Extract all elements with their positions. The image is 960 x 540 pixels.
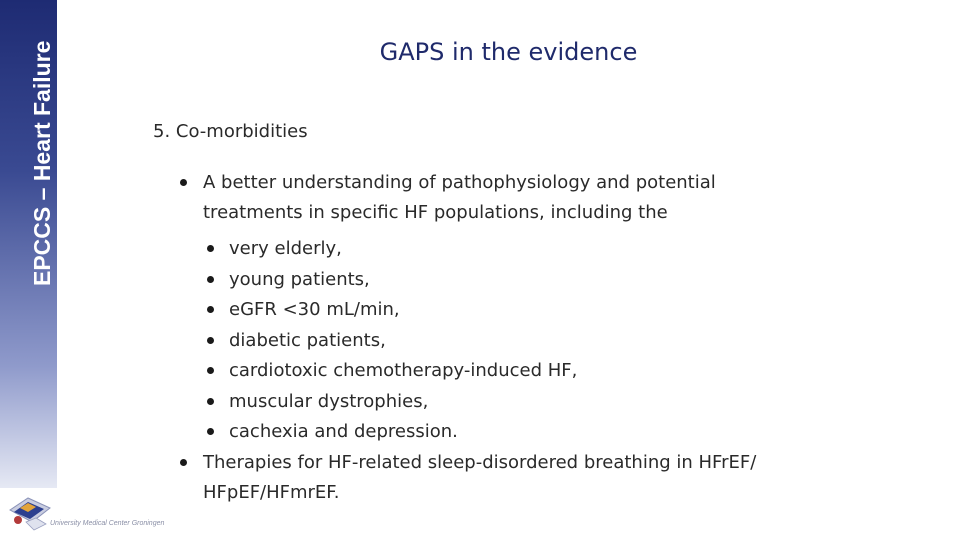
- list-item: young patients,: [203, 265, 793, 296]
- sub-bullet-list: [203, 234, 793, 448]
- list-item: cachexia and depression.: [203, 417, 793, 448]
- list-item: diabetic patients,: [203, 326, 793, 357]
- list-item: muscular dystrophies,: [203, 387, 793, 418]
- list-item: [153, 168, 793, 448]
- umcg-logo-icon: [6, 488, 54, 532]
- bullet-list: [153, 168, 793, 508]
- sidebar-band: [0, 0, 57, 488]
- list-item: [153, 448, 793, 508]
- bullet-text: A better understanding of pathophysiology and potential treatments in specific HF populations, including the: [203, 172, 716, 223]
- logo-caption: University Medical Center Groningen: [50, 520, 165, 527]
- bullet-text: Therapies for HF-related sleep-disordered breathing in HFrEF/ HFpEF/HFmrEF.: [203, 451, 757, 503]
- section-heading: 5. Co-morbidities: [153, 121, 308, 142]
- sidebar-label: EPCCS – Heart Failure: [29, 40, 55, 286]
- list-item: eGFR <30 mL/min,: [203, 295, 793, 326]
- list-item: cardiotoxic chemotherapy-induced HF,: [203, 356, 793, 387]
- slide-title: GAPS in the evidence: [379, 38, 638, 66]
- slide-content: [153, 120, 793, 508]
- list-item: very elderly,: [203, 234, 793, 265]
